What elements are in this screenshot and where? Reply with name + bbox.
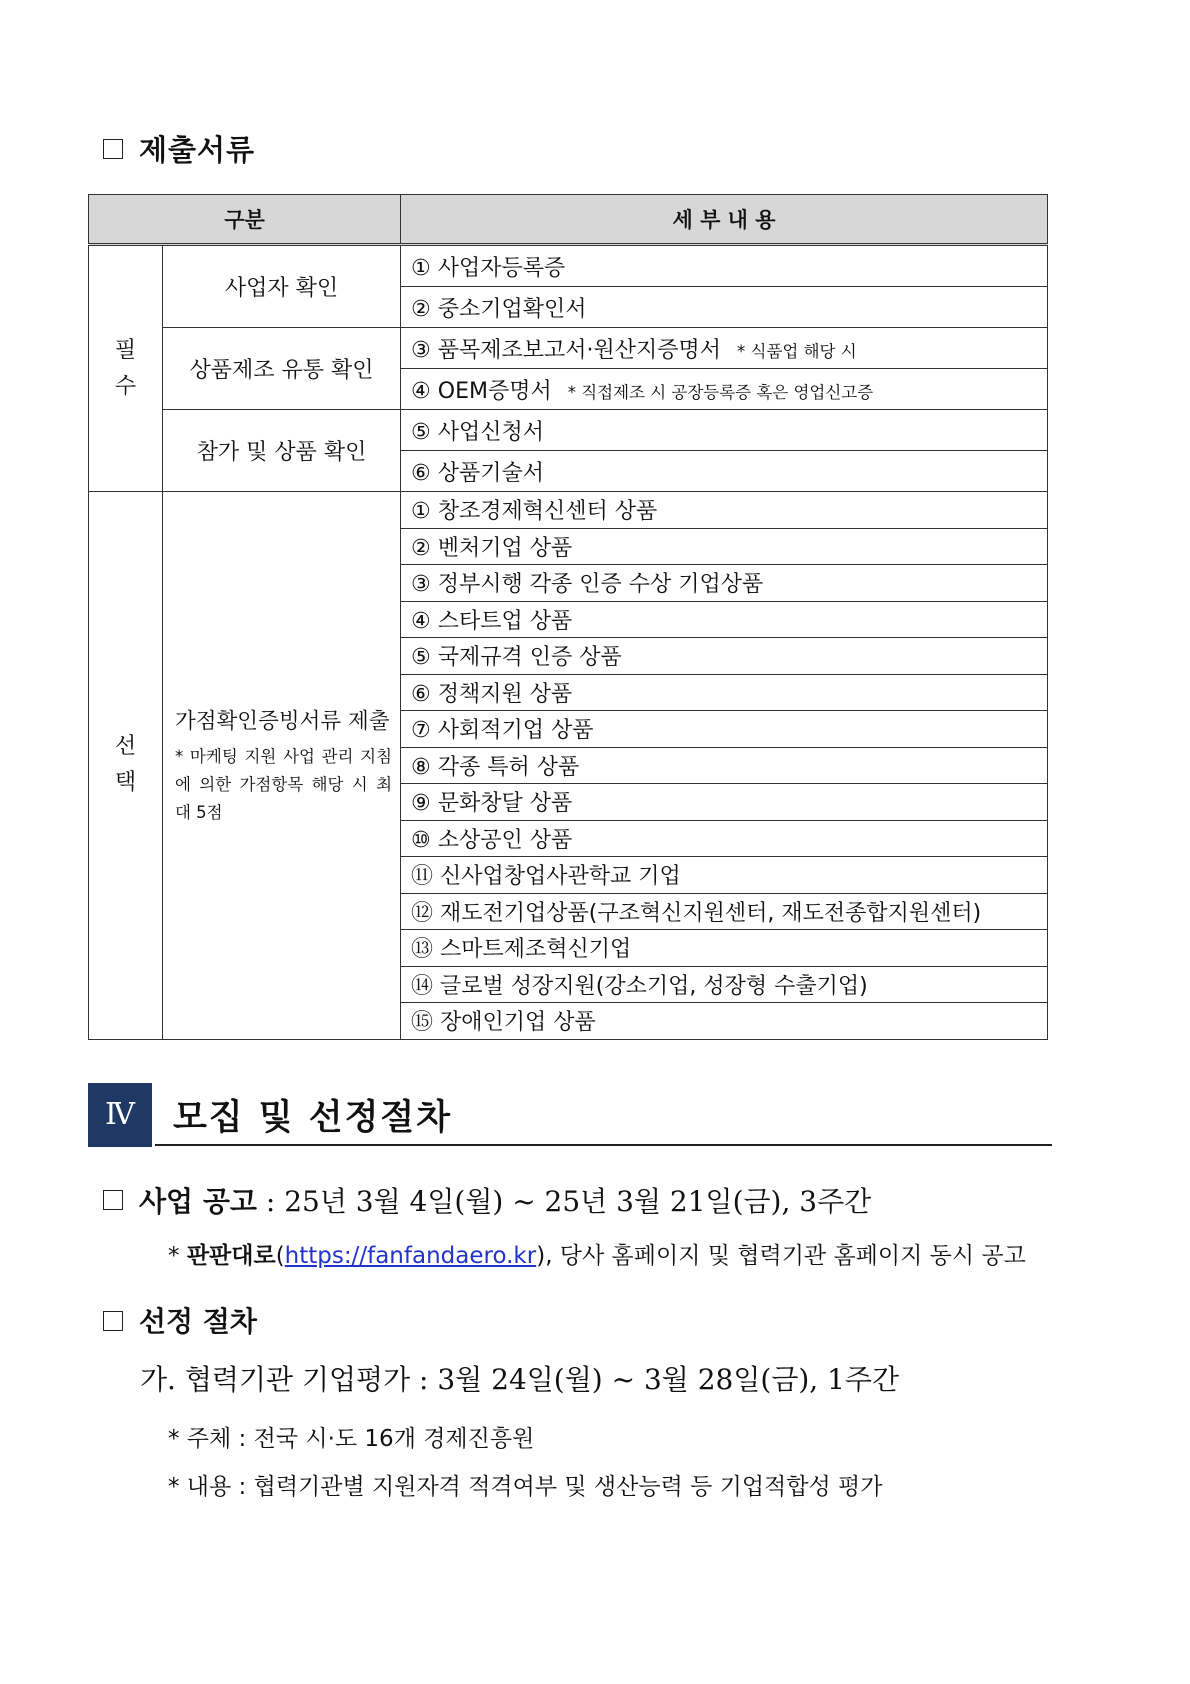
announce-note: * 판판대로(https://fanfandaero.kr), 당사 홈페이지 및 협력기관 홈페이지 동시 공고	[168, 1243, 1026, 1269]
list-item: ③ 정부시행 각종 인증 수상 기업상품	[401, 565, 1048, 602]
table-header-row	[89, 195, 1048, 245]
list-item: ⑤ 국제규격 인증 상품	[401, 638, 1048, 675]
checkbox-square-icon	[103, 1190, 123, 1210]
bonus-note: * 마케팅 지원 사업 관리 지침에 의한 가점항목 해당 시 최대 5점	[175, 746, 393, 822]
table-row	[89, 245, 1048, 287]
list-item: ⑤ 사업신청서	[401, 410, 1048, 451]
list-item: ③ 품목제조보고서·원산지증명서 * 식품업 해당 시	[401, 328, 1048, 369]
list-item: ④ OEM증명서 * 직접제조 시 공장등록증 혹은 영업신고증	[401, 369, 1048, 410]
list-item: ⑫ 재도전기업상품(구조혁신지원센터, 재도전종합지원센터)	[401, 893, 1048, 930]
list-item: ⑮ 장애인기업 상품	[401, 1003, 1048, 1040]
table-row	[89, 492, 1048, 529]
list-item: ⑨ 문화창달 상품	[401, 784, 1048, 821]
fanfandaero-link[interactable]: https://fanfandaero.kr	[284, 1243, 537, 1269]
section-title: 모집 및 선정절차	[173, 1098, 453, 1138]
item-note: * 직접제조 시 공장등록증 혹은 영업신고증	[567, 382, 874, 402]
list-item: ⑥ 정책지원 상품	[401, 674, 1048, 711]
section-divider	[155, 1144, 1052, 1146]
list-item: ⑭ 글로벌 성장지원(강소기업, 성장형 수출기업)	[401, 966, 1048, 1003]
announce-note-bold: 판판대로	[186, 1243, 276, 1269]
list-item: ② 중소기업확인서	[401, 287, 1048, 328]
announce-line	[103, 1180, 871, 1220]
list-item: ⑦ 사회적기업 상품	[401, 711, 1048, 748]
group-participation: 참가 및 상품 확인	[163, 410, 401, 492]
list-item: ⑧ 각종 특허 상품	[401, 747, 1048, 784]
bonus-title: 가점확인증빙서류 제출	[175, 708, 390, 734]
optional-label: 선 택	[89, 492, 163, 1040]
group-business: 사업자 확인	[163, 245, 401, 328]
checkbox-square-icon	[103, 1311, 123, 1331]
table-row	[89, 328, 1048, 369]
step-a-note: * 주체 : 전국 시·도 16개 경제진흥원	[168, 1426, 535, 1452]
header-category: 구분	[89, 195, 401, 245]
announce-detail: : 25년 3월 4일(월) ~ 25년 3월 21일(금), 3주간	[265, 1185, 872, 1218]
list-item: ⑬ 스마트제조혁신기업	[401, 930, 1048, 967]
list-item: ⑪ 신사업창업사관학교 기업	[401, 857, 1048, 894]
group-manufacturing: 상품제조 유통 확인	[163, 328, 401, 410]
required-label: 필 수	[89, 245, 163, 492]
step-a: 가. 협력기관 기업평가 : 3월 24일(월) ~ 3월 28일(금), 1주간	[140, 1363, 900, 1396]
step-a-note: * 내용 : 협력기관별 지원자격 적격여부 및 생산능력 등 기업적합성 평가	[168, 1474, 883, 1500]
list-item: ② 벤처기업 상품	[401, 528, 1048, 565]
group-bonus-points	[163, 492, 401, 1040]
section-title: 제출서류	[139, 133, 256, 167]
header-detail: 세 부 내 용	[401, 195, 1048, 245]
section-heading-documents	[103, 128, 255, 169]
list-item: ⑥ 상품기술서	[401, 451, 1048, 492]
list-item: ① 사업자등록증	[401, 245, 1048, 287]
list-item: ⑩ 소상공인 상품	[401, 820, 1048, 857]
checkbox-square-icon	[103, 139, 123, 159]
section-number-badge: Ⅳ	[88, 1083, 152, 1147]
list-item: ④ 스타트업 상품	[401, 601, 1048, 638]
table-row	[89, 410, 1048, 451]
list-item: ① 창조경제혁신센터 상품	[401, 492, 1048, 529]
selection-heading: 선정 절차	[103, 1300, 257, 1340]
documents-table	[88, 194, 1048, 1040]
item-note: * 식품업 해당 시	[737, 341, 857, 361]
announce-label: 사업 공고	[139, 1185, 257, 1218]
